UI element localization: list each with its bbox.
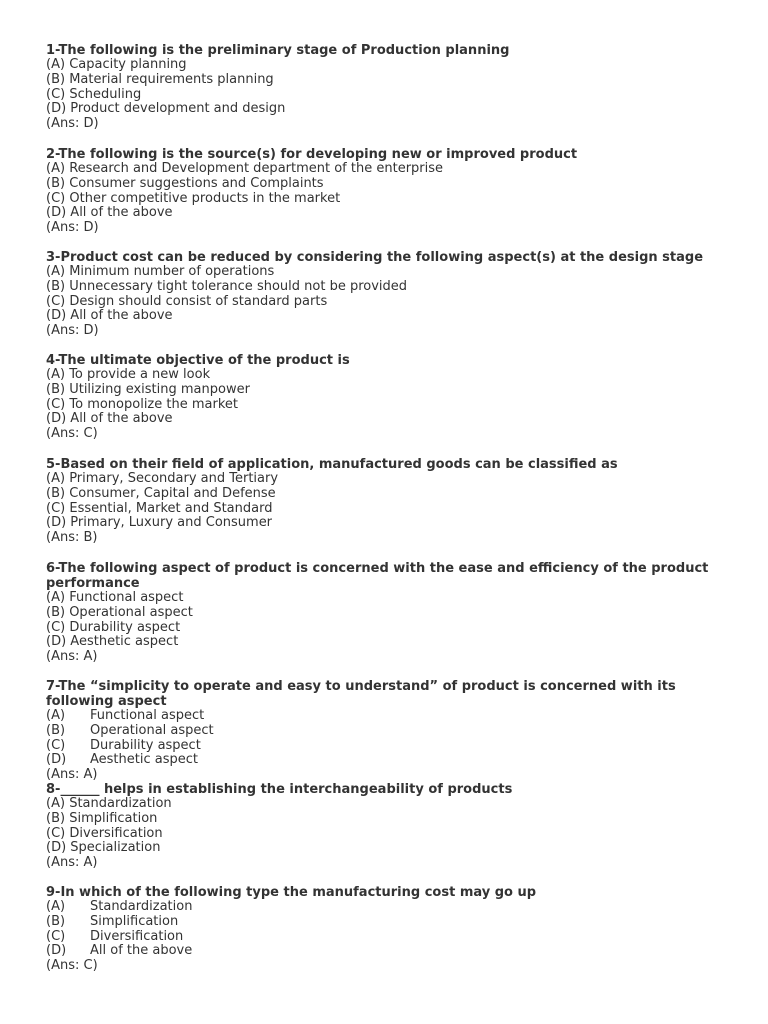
- option-d: (D) Primary, Luxury and Consumer: [46, 515, 273, 531]
- question-block-8: [46, 782, 746, 871]
- answer-text: (Ans: C): [46, 958, 98, 974]
- option-c: (C) Diversification: [46, 928, 184, 944]
- question-block-3: [46, 250, 746, 339]
- option-d: (D) All of the above: [46, 411, 173, 427]
- option-c: (C) To monopolize the market: [46, 396, 238, 412]
- option-b: (B) Unnecessary tight tolerance should not be provided: [46, 278, 408, 294]
- option-d: (D) Product development and design: [46, 101, 286, 117]
- question-text: 5-Based on their field of application, manufactured goods can be classified as: [46, 457, 618, 472]
- option-b: (B) Simplification: [46, 810, 158, 826]
- option-a: (A) Primary, Secondary and Tertiary: [46, 471, 279, 486]
- answer-text: (Ans: D): [46, 220, 99, 236]
- answer-text: (Ans: D): [46, 323, 99, 339]
- option-b: (B) Consumer, Capital and Defense: [46, 485, 276, 501]
- question-text: 8-______ helps in establishing the interchangeability of products: [46, 782, 513, 797]
- option-d: (D) Aesthetic aspect: [46, 634, 179, 650]
- question-text: 1-The following is the preliminary stage of Production planning: [46, 43, 510, 58]
- option-c: (C) Scheduling: [46, 86, 142, 102]
- option-a: (A) Capacity planning: [46, 57, 187, 72]
- option-d: (D) All of the above: [46, 943, 193, 959]
- option-a: (A) Functional aspect: [46, 708, 205, 723]
- option-a: (A) Minimum number of operations: [46, 264, 275, 279]
- option-d: (D) Specialization: [46, 840, 161, 856]
- answer-text: (Ans: D): [46, 116, 99, 132]
- answer-text: (Ans: A): [46, 767, 98, 783]
- option-b: (B) Operational aspect: [46, 722, 214, 738]
- question-text: 4-The ultimate objective of the product is: [46, 353, 350, 368]
- question-text: 3-Product cost can be reduced by considering the following aspect(s) at the design stage: [46, 250, 704, 265]
- option-c: (C) Durability aspect: [46, 619, 181, 635]
- option-b: (B) Consumer suggestions and Complaints: [46, 175, 324, 191]
- option-b: (B) Operational aspect: [46, 604, 193, 620]
- answer-text: (Ans: C): [46, 426, 98, 442]
- option-c: (C) Essential, Market and Standard: [46, 500, 273, 516]
- option-b: (B) Utilizing existing manpower: [46, 381, 250, 397]
- question-block-4: [46, 353, 746, 442]
- answer-text: (Ans: A): [46, 855, 98, 871]
- question-block-1: [46, 43, 746, 132]
- question-text: 2-The following is the source(s) for developing new or improved product: [46, 147, 578, 162]
- option-a: (A) Standardization: [46, 796, 172, 811]
- option-b: (B) Material requirements planning: [46, 71, 274, 87]
- answer-text: (Ans: A): [46, 649, 98, 665]
- option-a: (A) To provide a new look: [46, 367, 211, 382]
- question-text: 9-In which of the following type the manufacturing cost may go up: [46, 885, 537, 900]
- option-c: (C) Design should consist of standard parts: [46, 293, 328, 309]
- option-a: (A) Standardization: [46, 899, 193, 914]
- question-block-2: [46, 147, 746, 236]
- question-text: 6-The following aspect of product is concerned with the ease and efficiency of the product performance: [46, 561, 713, 591]
- question-block-6: [46, 561, 746, 665]
- option-d: (D) All of the above: [46, 308, 173, 324]
- option-a: (A) Research and Development department of the enterprise: [46, 161, 444, 176]
- question-block-5: [46, 457, 746, 546]
- option-c: (C) Diversification: [46, 825, 163, 841]
- option-c: (C) Durability aspect: [46, 737, 201, 753]
- option-a: (A) Functional aspect: [46, 590, 184, 605]
- option-d: (D) Aesthetic aspect: [46, 752, 198, 768]
- option-c: (C) Other competitive products in the market: [46, 190, 341, 206]
- question-text: 7-The “simplicity to operate and easy to understand” of product is concerned with its following aspect: [46, 679, 681, 709]
- answer-text: (Ans: B): [46, 530, 98, 546]
- option-b: (B) Simplification: [46, 913, 179, 929]
- question-block-9: [46, 885, 746, 974]
- question-block-7: [46, 679, 746, 783]
- option-d: (D) All of the above: [46, 205, 173, 221]
